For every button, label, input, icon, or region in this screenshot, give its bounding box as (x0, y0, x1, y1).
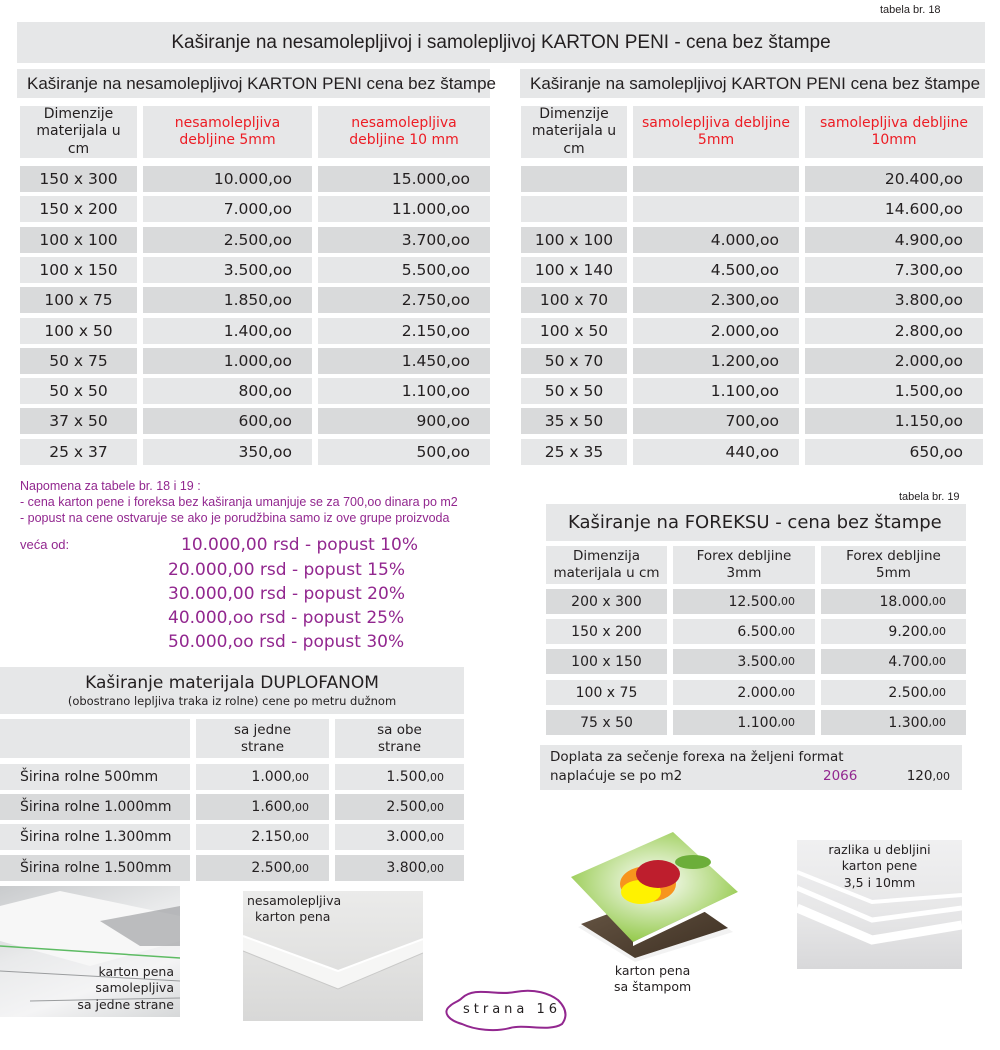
dimension-value: Širina rolne 1.500mm (20, 860, 172, 876)
price-value: 15.000,oo (391, 170, 470, 188)
surcharge-price-decimal: ,00 (932, 770, 950, 783)
caption-line: karton pene (841, 858, 918, 874)
surcharge-line-2: naplaćuje se po m2 (550, 768, 683, 784)
price-value: 1.200,oo (710, 352, 779, 370)
price-value: 1.100,oo (710, 382, 779, 400)
price-value: 14.600,oo (884, 200, 963, 218)
board-edge-face (243, 936, 423, 989)
price-cell (633, 378, 799, 404)
surcharge-code: 2066 (823, 768, 858, 784)
price-value: 9.200 (888, 623, 929, 640)
price-cell (196, 855, 329, 881)
column-header (521, 106, 627, 158)
price-value: 2.000,oo (894, 352, 963, 370)
price-cell (196, 824, 329, 850)
price-value: 1.300 (888, 714, 929, 731)
price-value: 2.500,oo (223, 231, 292, 249)
price-cell (318, 439, 490, 465)
price-cell (318, 257, 490, 283)
dimension-cell (20, 348, 137, 374)
price-cell (318, 196, 490, 222)
price-cell (633, 439, 799, 465)
dimension-cell (521, 348, 627, 374)
price-value: 3.000 (386, 829, 427, 845)
price-cell (821, 649, 966, 674)
price-cell (633, 408, 799, 434)
price-cell (805, 196, 983, 222)
price-value: 650,oo (909, 443, 963, 461)
price-value: 2.300,oo (710, 291, 779, 309)
price-cell (633, 318, 799, 344)
printed-caption (614, 963, 691, 996)
printed-foam-board-image (563, 822, 743, 962)
price-cell (821, 680, 966, 705)
column-header (546, 546, 667, 584)
non-adhesive-foam-board-photo (243, 891, 423, 1021)
price-value: 2.150 (251, 829, 292, 845)
price-cell (335, 824, 464, 850)
price-cell (143, 227, 312, 253)
fruit-slice (636, 860, 680, 888)
price-decimal: ,00 (928, 716, 946, 729)
main-title: Kaširanje na nesamolepljivoj i samolepljivoj KARTON PENI - cena bez štampe (17, 22, 985, 63)
dimension-value: 25 x 35 (544, 443, 604, 461)
price-decimal: ,00 (426, 770, 444, 784)
price-value: 2.500 (251, 860, 292, 876)
price-cell (318, 348, 490, 374)
price-value: 2.500 (386, 799, 427, 815)
price-decimal: ,00 (777, 595, 795, 608)
price-value: 20.400,oo (884, 170, 963, 188)
dimension-value: Širina rolne 1.000mm (20, 799, 172, 815)
column-header-label: samolepljiva debljine 10mm (820, 114, 968, 148)
price-value: 1.500 (386, 769, 427, 785)
price-cell (805, 439, 983, 465)
price-decimal: ,00 (291, 770, 309, 784)
price-value: 3.800,oo (894, 291, 963, 309)
price-decimal: ,00 (777, 716, 795, 729)
price-value: 3.500 (737, 653, 778, 670)
left-table-title: Kaširanje na nesamolepljivoj KARTON PENI cena bez štampe (17, 69, 490, 98)
dimension-cell (0, 764, 190, 790)
price-value: 2.000,oo (710, 322, 779, 340)
column-header-label: Dimenzija materijala u cm (553, 548, 660, 581)
dimension-cell (521, 257, 627, 283)
column-header (0, 719, 190, 758)
price-cell (143, 257, 312, 283)
dimension-cell (20, 318, 137, 344)
dimension-value: 35 x 50 (544, 412, 604, 430)
column-header-label: nesamolepljiva debljine 10 mm (349, 114, 459, 148)
price-cell (805, 408, 983, 434)
dimension-value: 100 x 70 (539, 291, 609, 309)
column-header (805, 106, 983, 158)
price-cell (805, 378, 983, 404)
table-label-19: tabela br. 19 (899, 491, 960, 503)
price-cell (805, 287, 983, 313)
price-cell (196, 794, 329, 820)
caption-line: karton pena (255, 909, 331, 925)
price-value: 2.150,oo (401, 322, 470, 340)
dimension-value: 37 x 50 (49, 412, 108, 430)
price-value: 3.800 (386, 860, 427, 876)
price-cell (143, 378, 312, 404)
dimension-cell (546, 589, 667, 614)
dimension-value: 100 x 140 (534, 261, 614, 279)
price-cell (821, 619, 966, 644)
price-value: 11.000,oo (391, 200, 470, 218)
column-header-label: Dimenzije materijala u cm (531, 105, 617, 157)
column-header-label: Forex debljine 3mm (696, 548, 792, 581)
price-value: 12.500 (728, 593, 778, 610)
price-cell (821, 589, 966, 614)
price-cell (318, 408, 490, 434)
price-cell (633, 166, 799, 192)
caption-line: karton pena (614, 963, 691, 978)
price-cell (196, 764, 329, 790)
column-header (673, 546, 815, 584)
thickness-caption (797, 842, 962, 891)
dimension-cell (20, 408, 137, 434)
price-value: 700,oo (725, 412, 779, 430)
price-cell (143, 439, 312, 465)
price-cell (673, 589, 815, 614)
dimension-value: 50 x 75 (49, 352, 108, 370)
dimension-cell (521, 196, 627, 222)
column-header (633, 106, 799, 158)
column-header (20, 106, 137, 158)
column-header (196, 719, 329, 758)
dimension-cell (521, 227, 627, 253)
table-label-18: tabela br. 18 (880, 4, 941, 16)
price-cell (143, 318, 312, 344)
price-value: 2.500 (888, 684, 929, 701)
right-table-title: Kaširanje na samolepljivoj KARTON PENI cena bez štampe (520, 69, 985, 98)
price-value: 1.600 (251, 799, 292, 815)
price-cell (633, 227, 799, 253)
column-header-label: nesamolepljiva debljine 5mm (174, 114, 281, 148)
discount-tier: 30.000,00 rsd - popust 20% (168, 584, 405, 604)
price-decimal: ,00 (291, 861, 309, 875)
dimension-value: 100 x 150 (571, 653, 642, 670)
price-decimal: ,00 (777, 625, 795, 638)
column-header-label: Forex debljine 5mm (846, 548, 941, 581)
dimension-cell (0, 824, 190, 850)
dimension-cell (20, 287, 137, 313)
column-header-label: sa jedne strane (233, 721, 292, 755)
leaf (675, 855, 711, 869)
caption-line: sa jedne strane (77, 996, 174, 1012)
dimension-cell (521, 166, 627, 192)
price-value: 1.150,oo (894, 412, 963, 430)
price-decimal: ,00 (426, 800, 444, 814)
dimension-value: 75 x 50 (580, 714, 633, 731)
price-value: 2.000 (737, 684, 778, 701)
price-cell (335, 794, 464, 820)
price-value: 500,oo (416, 443, 470, 461)
price-value: 350,oo (238, 443, 292, 461)
price-cell (318, 378, 490, 404)
dimension-cell (0, 794, 190, 820)
price-value: 900,oo (416, 412, 470, 430)
caption-line: sa štampom (614, 979, 692, 995)
price-decimal: ,00 (426, 861, 444, 875)
price-cell (673, 680, 815, 705)
dimension-value: 100 x 75 (44, 291, 113, 309)
price-cell (633, 257, 799, 283)
price-value: 1.000,oo (223, 352, 292, 370)
column-header-label: Dimenzije materijala u cm (36, 105, 121, 157)
dimension-value: 100 x 100 (534, 231, 614, 249)
price-value: 800,oo (238, 382, 292, 400)
price-value: 440,oo (725, 443, 779, 461)
price-cell (318, 287, 490, 313)
price-cell (335, 855, 464, 881)
dimension-cell (546, 710, 667, 735)
dimension-value: Širina rolne 1.300mm (20, 829, 172, 845)
column-header (821, 546, 966, 584)
dimension-cell (0, 855, 190, 881)
dimension-cell (20, 378, 137, 404)
price-value: 1.100 (737, 714, 778, 731)
price-cell (633, 287, 799, 313)
surcharge-price-value: 120 (906, 768, 933, 784)
dimension-cell (20, 439, 137, 465)
price-value: 10.000,oo (213, 170, 292, 188)
dimension-cell (20, 227, 137, 253)
page-number: strana 16 (463, 1002, 562, 1017)
dimension-value: 150 x 300 (39, 170, 118, 188)
price-value: 1.000 (251, 769, 292, 785)
price-value: 7.300,oo (894, 261, 963, 279)
dimension-cell (20, 257, 137, 283)
surcharge-price (907, 768, 950, 784)
price-value: 600,oo (238, 412, 292, 430)
price-cell (318, 318, 490, 344)
price-cell (318, 166, 490, 192)
surcharge-line-1: Doplata za sečenje forexa na željeni format (550, 749, 844, 765)
dimension-cell (521, 287, 627, 313)
price-decimal: ,00 (291, 830, 309, 844)
price-cell (143, 287, 312, 313)
price-decimal: ,00 (928, 625, 946, 638)
price-value: 2.750,oo (401, 291, 470, 309)
discount-tier: 40.000,oo rsd - popust 25% (168, 608, 405, 628)
dimension-value: 50 x 50 (49, 382, 108, 400)
price-value: 4.000,oo (710, 231, 779, 249)
price-value: 3.700,oo (401, 231, 470, 249)
price-cell (673, 710, 815, 735)
column-header-label: sa obe strane (377, 721, 422, 755)
dimension-value: 50 x 70 (544, 352, 604, 370)
price-decimal: ,00 (777, 686, 795, 699)
price-decimal: ,00 (928, 655, 946, 668)
dimension-cell (546, 649, 667, 674)
dimension-cell (546, 619, 667, 644)
price-cell (143, 196, 312, 222)
price-decimal: ,00 (777, 655, 795, 668)
price-value: 5.500,oo (401, 261, 470, 279)
dimension-cell (521, 408, 627, 434)
price-cell (805, 166, 983, 192)
price-cell (673, 649, 815, 674)
dimension-value: Širina rolne 500mm (20, 769, 159, 785)
dimension-cell (521, 318, 627, 344)
dimension-value: 100 x 75 (575, 684, 638, 701)
discount-tier: 50.000,oo rsd - popust 30% (168, 632, 405, 652)
surcharge-box (540, 745, 962, 790)
price-value: 4.700 (888, 653, 929, 670)
note-line-2: - popust na cene ostvaruje se ako je porudžbina samo iz ove grupe proizvoda (20, 511, 450, 525)
price-cell (805, 227, 983, 253)
caption-line: karton pena (98, 964, 174, 979)
duplofan-title: Kaširanje materijala DUPLOFANOM (85, 673, 379, 693)
caption-line: nesamolepljiva (247, 893, 342, 908)
dimension-value: 100 x 150 (39, 261, 118, 279)
duplofan-title-band (0, 667, 464, 714)
price-value: 7.000,oo (223, 200, 292, 218)
dimension-value: 100 x 100 (39, 231, 118, 249)
price-value: 1.850,oo (223, 291, 292, 309)
price-cell (335, 764, 464, 790)
column-header (335, 719, 464, 758)
price-cell (805, 257, 983, 283)
column-header (318, 106, 490, 158)
dimension-value: 200 x 300 (571, 593, 642, 610)
dimension-cell (20, 166, 137, 192)
duplofan-subtitle: (obostrano lepljiva traka iz rolne) cene po metru dužnom (67, 694, 397, 708)
caption-line: 3,5 i 10mm (843, 874, 916, 890)
column-header (143, 106, 312, 158)
price-cell (633, 348, 799, 374)
price-value: 6.500 (737, 623, 778, 640)
dimension-cell (521, 439, 627, 465)
discount-prefix: veća od: (20, 537, 70, 552)
price-cell (821, 710, 966, 735)
self-adhesive-caption (77, 964, 174, 1013)
caption-line: samolepljiva (95, 980, 174, 996)
price-value: 3.500,oo (223, 261, 292, 279)
column-header-label: samolepljiva debljine 5mm (642, 114, 790, 148)
dimension-value: 50 x 50 (544, 382, 604, 400)
self-adhesive-foam-board-photo (0, 886, 180, 1017)
price-cell (143, 166, 312, 192)
price-cell (318, 227, 490, 253)
dimension-cell (546, 680, 667, 705)
price-value: 1.100,oo (401, 382, 470, 400)
price-decimal: ,00 (291, 800, 309, 814)
price-cell (673, 619, 815, 644)
thickness-difference-photo (797, 840, 962, 969)
price-cell (805, 348, 983, 374)
price-value: 4.500,oo (710, 261, 779, 279)
price-value: 1.500,oo (894, 382, 963, 400)
price-value: 2.800,oo (894, 322, 963, 340)
price-value: 18.000 (879, 593, 929, 610)
price-value: 1.400,oo (223, 322, 292, 340)
discount-tier: 10.000,00 rsd - popust 10% (181, 535, 418, 555)
price-cell (805, 318, 983, 344)
price-decimal: ,00 (928, 686, 946, 699)
dimension-cell (20, 196, 137, 222)
dimension-cell (521, 378, 627, 404)
dimension-value: 150 x 200 (39, 200, 118, 218)
price-decimal: ,00 (928, 595, 946, 608)
dimension-value: 100 x 50 (539, 322, 609, 340)
non-adhesive-caption (247, 893, 341, 926)
price-cell (143, 348, 312, 374)
price-cell (143, 408, 312, 434)
caption-line: razlika u debljini (828, 842, 931, 857)
dimension-value: 150 x 200 (571, 623, 642, 640)
price-decimal: ,00 (426, 830, 444, 844)
price-value: 1.450,oo (401, 352, 470, 370)
price-value: 4.900,oo (894, 231, 963, 249)
price-cell (633, 196, 799, 222)
dimension-value: 100 x 50 (44, 322, 113, 340)
note-heading: Napomena za tabele br. 18 i 19 : (20, 479, 201, 493)
forex-table-title: Kaširanje na FOREKSU - cena bez štampe (546, 504, 966, 541)
discount-tier: 20.000,00 rsd - popust 15% (168, 560, 405, 580)
note-line-1: - cena karton pene i foreksa bez kaširanja umanjuje se za 700,oo dinara po m2 (20, 495, 458, 509)
dimension-value: 25 x 37 (49, 443, 108, 461)
